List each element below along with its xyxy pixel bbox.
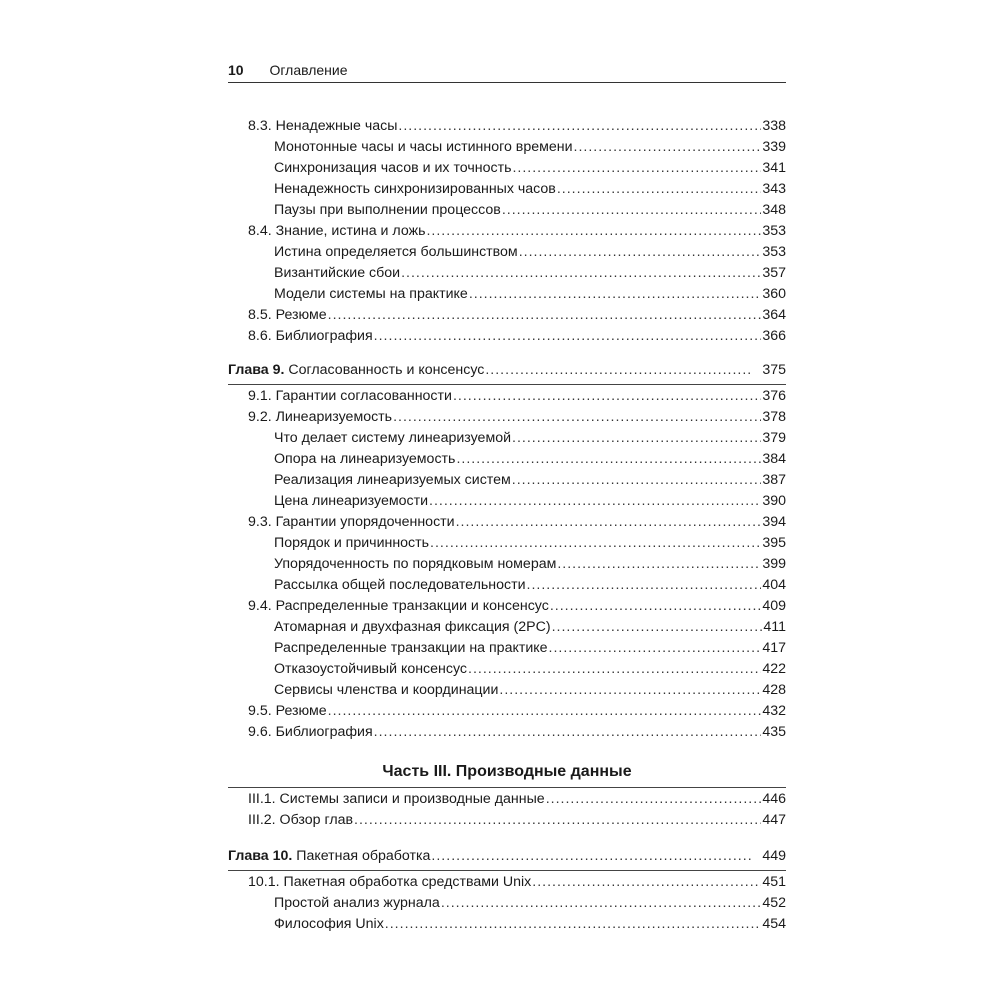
toc-entry-page: 364 [762, 307, 786, 323]
toc-entry-label: Рассылка общей последовательности [274, 577, 526, 593]
toc-entry-label: Ненадежность синхронизированных часов [274, 181, 556, 197]
toc-entry-label: 9.4. Распределенные транзакции и консенсус [248, 598, 549, 614]
leader-dots [429, 491, 761, 512]
leader-dots [328, 305, 762, 326]
leader-dots [485, 360, 751, 381]
chapter-page: 449 [762, 848, 786, 864]
toc-entry-label: 10.1. Пакетная обработка средствами Unix [248, 874, 532, 890]
chapter-heading-label [228, 360, 484, 381]
toc-entry-label: Паузы при выполнении процессов [274, 202, 501, 218]
leader-dots [502, 200, 762, 221]
toc-entry[interactable] [228, 680, 786, 701]
toc-entry[interactable] [228, 386, 786, 407]
toc-entry[interactable] [228, 326, 786, 347]
toc-entry-label: III.2. Обзор глав [248, 812, 354, 828]
toc-entry[interactable] [228, 137, 786, 158]
toc-entry-label: Сервисы членства и координации [274, 682, 499, 698]
toc-entry-page: 447 [762, 812, 786, 828]
toc-entry-page: 357 [762, 265, 786, 281]
chapter-prefix: Глава 9. [228, 362, 285, 378]
toc-entry[interactable] [228, 722, 786, 743]
toc-entry-label: Распределенные транзакции на практике [274, 640, 548, 656]
toc-entry-page: 454 [762, 916, 786, 932]
toc-entry-page: 341 [762, 160, 786, 176]
leader-dots [328, 701, 762, 722]
toc-entry[interactable] [228, 533, 786, 554]
toc-entry[interactable] [228, 158, 786, 179]
toc-entry-label: Монотонные часы и часы истинного времени [274, 139, 573, 155]
toc-entry-page: 376 [762, 388, 786, 404]
toc-entry-page: 343 [762, 181, 786, 197]
leader-dots [426, 221, 761, 242]
leader-dots [393, 407, 761, 428]
chapter-title: Согласованность и консенсус [288, 362, 485, 378]
toc-entry-label: Порядок и причинность [274, 535, 430, 551]
toc-entry-label: 8.4. Знание, истина и ложь [248, 223, 426, 239]
toc-entry-label: Простой анализ журнала [274, 895, 440, 911]
toc-entry[interactable] [228, 659, 786, 680]
toc-entry-page: 353 [762, 244, 786, 260]
toc-entry[interactable] [228, 263, 786, 284]
toc-entry-label: 8.3. Ненадежные часы [248, 118, 398, 134]
toc-entry-page: 411 [763, 619, 786, 635]
chapter-separator [228, 384, 786, 385]
toc-entry-label: 9.1. Гарантии согласованности [248, 388, 452, 404]
toc-entry[interactable] [228, 428, 786, 449]
toc-entry[interactable] [228, 179, 786, 200]
running-head [228, 60, 786, 80]
toc-entry-page: 446 [762, 791, 786, 807]
leader-dots [574, 137, 762, 158]
leader-dots [385, 914, 762, 935]
toc-entry[interactable] [228, 242, 786, 263]
toc-entry-label: Отказоустойчивый консенсус [274, 661, 467, 677]
toc-entry-label: III.1. Системы записи и производные данные [248, 791, 545, 807]
page-number: 10 [228, 62, 244, 78]
chapter-separator [228, 870, 786, 871]
toc-entry[interactable] [228, 116, 786, 137]
toc-entry-page: 435 [762, 724, 786, 740]
toc-entry-page: 360 [762, 286, 786, 302]
leader-dots [557, 179, 761, 200]
toc-entry-label: Реализация линеаризуемых систем [274, 472, 511, 488]
toc-entry-page: 417 [762, 640, 786, 656]
leader-dots [557, 554, 761, 575]
header-rule [228, 82, 786, 83]
toc-entry-label: Опора на линеаризуемость [274, 451, 456, 467]
toc-entry-label: Истина определяется большинством [274, 244, 518, 260]
leader-dots [550, 596, 761, 617]
leader-dots [398, 116, 761, 137]
leader-dots [431, 846, 751, 867]
toc-entry-page: 404 [762, 577, 786, 593]
toc-entry-label: Византийские сбои [274, 265, 401, 281]
leader-dots [468, 659, 761, 680]
leader-dots [456, 512, 762, 533]
toc-entry-page: 395 [762, 535, 786, 551]
toc-entry-label: Упорядоченность по порядковым номерам [274, 556, 557, 572]
chapter-page: 375 [762, 362, 786, 378]
toc-entry[interactable] [228, 512, 786, 533]
leader-dots [549, 638, 762, 659]
toc-entry-page: 339 [762, 139, 786, 155]
toc-entry[interactable] [228, 789, 786, 810]
toc-entry[interactable] [228, 491, 786, 512]
toc-entry-page: 422 [762, 661, 786, 677]
leader-dots [469, 284, 762, 305]
toc-entry[interactable] [228, 872, 786, 893]
toc-entry-label: 8.6. Библиография [248, 328, 373, 344]
toc-entry-label: Модели системы на практике [274, 286, 468, 302]
leader-dots [374, 722, 762, 743]
running-title: Оглавление [269, 62, 348, 78]
leader-dots [354, 810, 761, 831]
toc-entry-label: 9.6. Библиография [248, 724, 373, 740]
leader-dots [512, 428, 761, 449]
toc-entry-page: 432 [762, 703, 786, 719]
toc-entry-label: 9.2. Линеаризуемость [248, 409, 393, 425]
toc-entry[interactable] [228, 470, 786, 491]
chapter-10-heading[interactable] [228, 846, 786, 867]
toc-entry[interactable] [228, 200, 786, 221]
toc-entry-label: 9.3. Гарантии упорядоченности [248, 514, 455, 530]
leader-dots [456, 449, 761, 470]
toc-entry-page: 451 [762, 874, 786, 890]
toc-entry-label: 9.5. Резюме [248, 703, 327, 719]
toc-entry[interactable] [228, 701, 786, 722]
chapter-heading-label [228, 846, 430, 867]
leader-dots [527, 575, 762, 596]
leader-dots [512, 158, 761, 179]
toc-entry[interactable] [228, 554, 786, 575]
leader-dots [453, 386, 761, 407]
toc-entry[interactable] [228, 617, 786, 638]
toc-entry[interactable] [228, 810, 786, 831]
toc-entry-page: 390 [762, 493, 786, 509]
toc-entry-label: 8.5. Резюме [248, 307, 327, 323]
toc-entry-page: 387 [762, 472, 786, 488]
toc-entry[interactable] [228, 305, 786, 326]
toc-entry-page: 378 [762, 409, 786, 425]
part-separator [228, 787, 786, 788]
toc-entry[interactable] [228, 893, 786, 914]
toc-entry[interactable] [228, 596, 786, 617]
toc-entry-label: Философия Unix [274, 916, 384, 932]
leader-dots [512, 470, 762, 491]
toc-entry-label: Цена линеаризуемости [274, 493, 429, 509]
chapter-title: Пакетная обработка [296, 848, 431, 864]
toc-entry-page: 452 [762, 895, 786, 911]
leader-dots [519, 242, 762, 263]
toc-entry-page: 366 [762, 328, 786, 344]
toc-entry-page: 409 [762, 598, 786, 614]
toc-entry-page: 353 [762, 223, 786, 239]
toc-entry-page: 384 [762, 451, 786, 467]
leader-dots [552, 617, 763, 638]
toc-entry-page: 428 [762, 682, 786, 698]
toc-entry[interactable] [228, 284, 786, 305]
leader-dots [374, 326, 762, 347]
toc-entry[interactable] [228, 575, 786, 596]
leader-dots [499, 680, 761, 701]
toc-entry-page: 399 [762, 556, 786, 572]
toc-entry-page: 379 [762, 430, 786, 446]
chapter-prefix: Глава 10. [228, 848, 293, 864]
toc-entry-page: 348 [762, 202, 786, 218]
toc-entry-label: Синхронизация часов и их точность [274, 160, 512, 176]
toc-entry-page: 394 [762, 514, 786, 530]
toc-entry-label: Атомарная и двухфазная фиксация (2PC) [274, 619, 551, 635]
toc-entry-label: Что делает систему линеаризуемой [274, 430, 512, 446]
leader-dots [401, 263, 761, 284]
leader-dots [546, 789, 762, 810]
toc-entry[interactable] [228, 449, 786, 470]
leader-dots [532, 872, 761, 893]
toc-entry[interactable] [228, 221, 786, 242]
chapter-9-heading[interactable] [228, 360, 786, 381]
leader-dots [441, 893, 762, 914]
toc-entry[interactable] [228, 407, 786, 428]
toc-entry[interactable] [228, 638, 786, 659]
toc-entry-page: 338 [762, 118, 786, 134]
toc-entry[interactable] [228, 914, 786, 935]
leader-dots [430, 533, 761, 554]
part-3-title[interactable]: Часть III. Производные данные [382, 763, 632, 780]
